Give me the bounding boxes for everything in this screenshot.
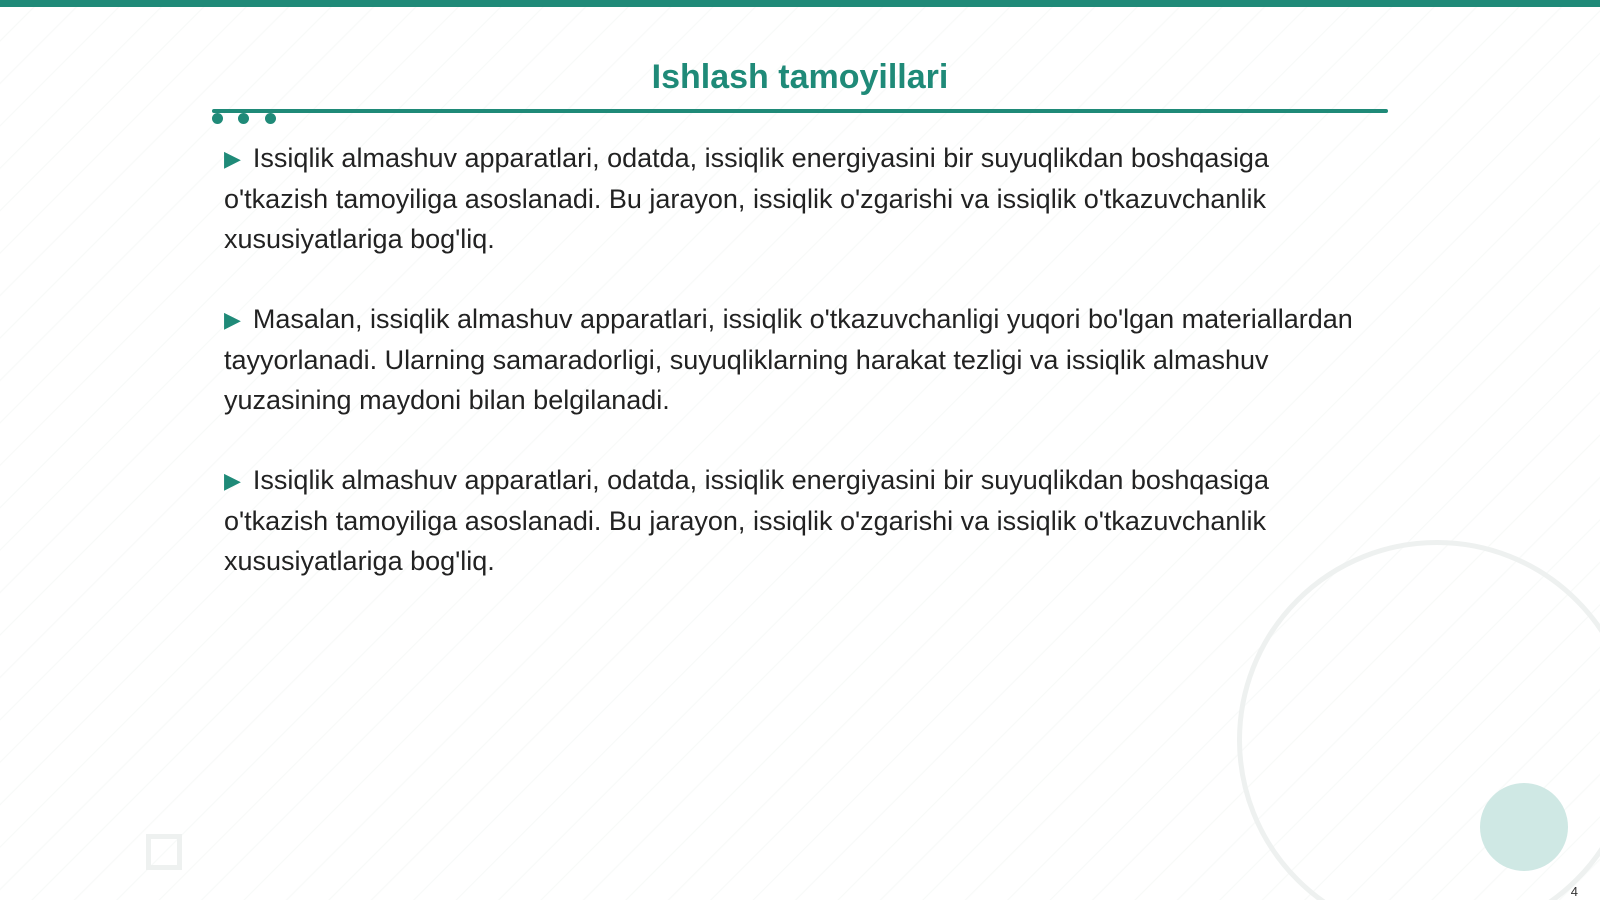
title-underline <box>212 109 1388 113</box>
decor-circle <box>1480 783 1568 871</box>
decor-dot <box>265 113 276 124</box>
bullet-item <box>224 460 1364 581</box>
triangle-bullet-icon: ▶ <box>224 146 241 171</box>
bullet-text: Masalan, issiqlik almashuv apparatlari, issiqlik o'tkazuvchanligi yuqori bo'lgan materiallardan tayyorlanadi. Ularning samaradorligi, suyuqliklarning harakat tezligi va issiqlik almashuv yuzasining maydoni bilan belgilanadi. <box>224 304 1353 415</box>
bullet-text: Issiqlik almashuv apparatlari, odatda, issiqlik energiyasini bir suyuqlikdan boshqasiga o'tkazish tamoyiliga asoslanadi. Bu jarayon, issiqlik o'zgarishi va issiqlik o'tkazuvchanlik xususiyatlariga bog'liq. <box>224 143 1269 254</box>
decor-square <box>146 834 182 870</box>
bullet-list <box>224 138 1364 621</box>
triangle-bullet-icon: ▶ <box>224 307 241 332</box>
bullet-item <box>224 138 1364 259</box>
decor-dot <box>212 113 223 124</box>
page-number: 4 <box>1570 884 1578 899</box>
top-accent-bar <box>0 0 1600 7</box>
bullet-text: Issiqlik almashuv apparatlari, odatda, issiqlik energiyasini bir suyuqlikdan boshqasiga o'tkazish tamoyiliga asoslanadi. Bu jarayon, issiqlik o'zgarishi va issiqlik o'tkazuvchanlik xususiyatlariga bog'liq. <box>224 465 1269 576</box>
bullet-item <box>224 299 1364 420</box>
decor-dot <box>238 113 249 124</box>
triangle-bullet-icon: ▶ <box>224 468 241 493</box>
slide-title: Ishlash tamoyillari <box>651 58 949 96</box>
